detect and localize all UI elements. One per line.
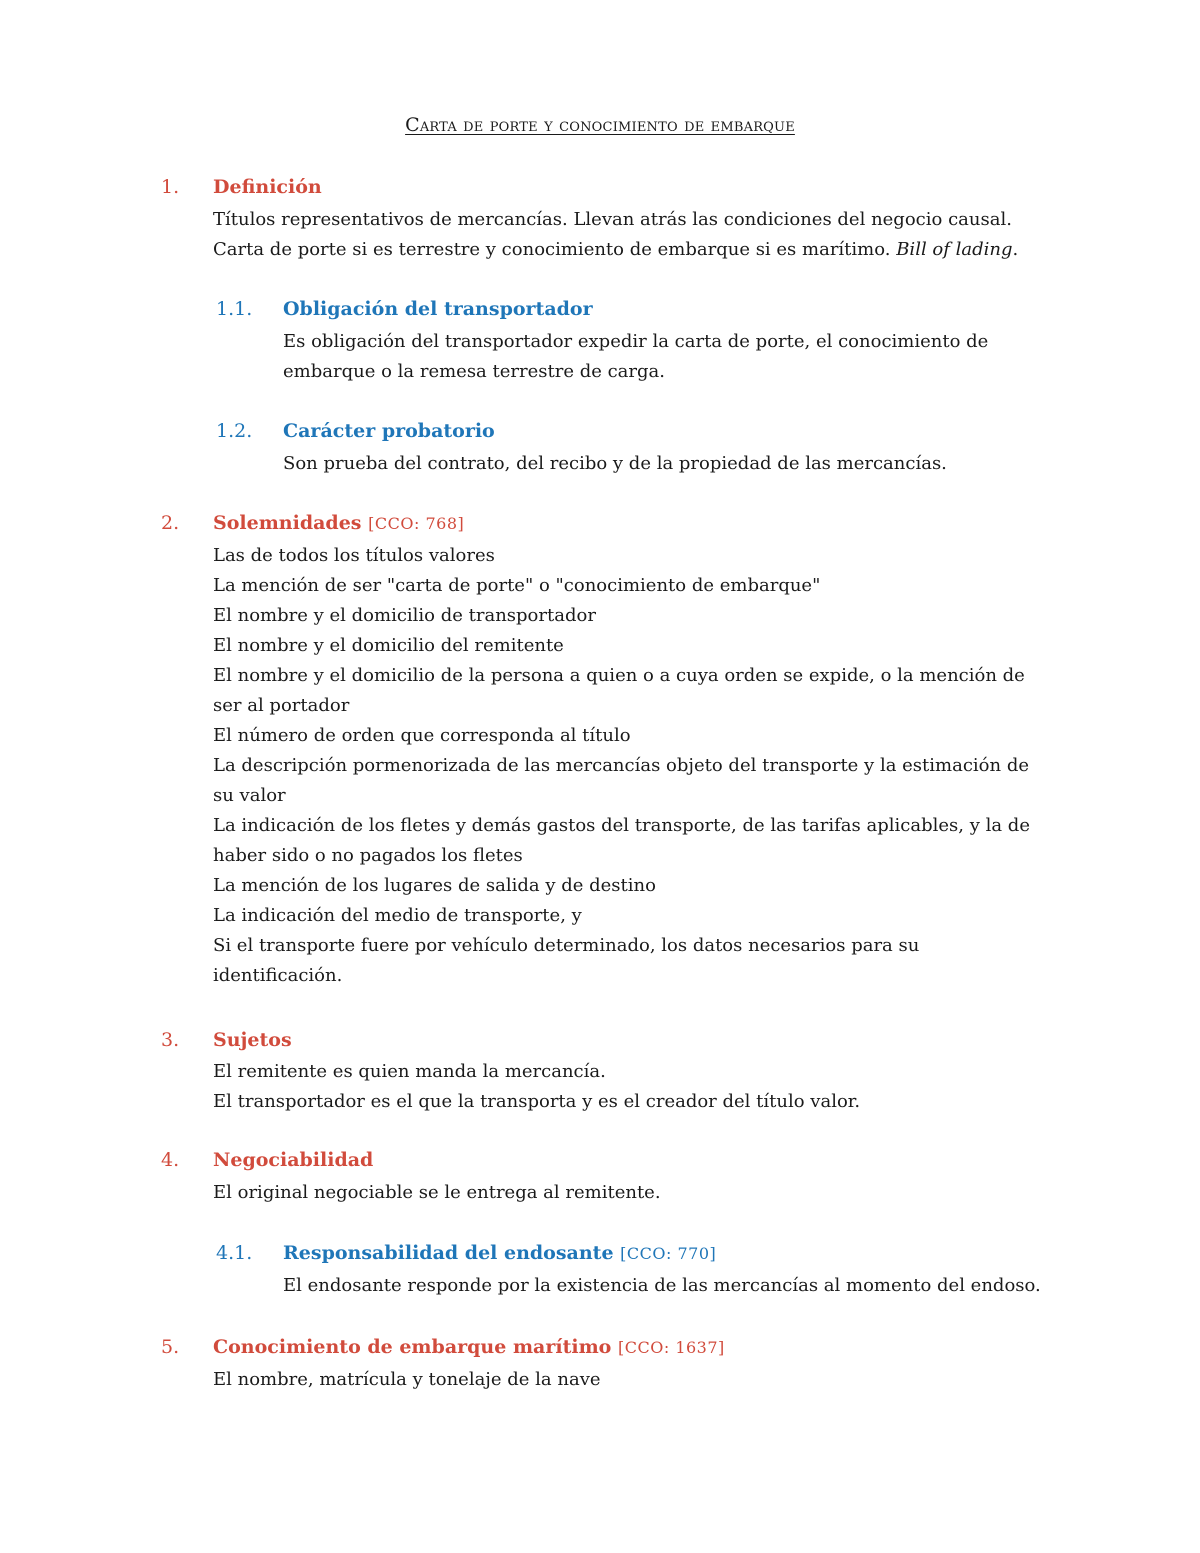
list-item: La descripción pormenorizada de las mercancías objeto del transporte y la estimación de bbox=[213, 755, 1029, 776]
section-title: Sujetos bbox=[213, 1029, 292, 1051]
section-title: Definición bbox=[213, 176, 322, 198]
subsection-number: 1.1. bbox=[216, 298, 253, 320]
section-number: 3. bbox=[161, 1029, 180, 1051]
legal-reference: [CCO: 1637] bbox=[618, 1338, 725, 1357]
paragraph-line: El remitente es quien manda la mercancía. bbox=[213, 1061, 606, 1082]
section-title: Negociabilidad bbox=[213, 1149, 374, 1171]
subsection-title: Responsabilidad del endosante bbox=[283, 1242, 614, 1264]
text-run: Carta de porte si es terrestre y conocimiento de embarque si es marítimo. bbox=[213, 239, 897, 260]
list-item: La mención de los lugares de salida y de destino bbox=[213, 875, 656, 896]
italic-term: Bill of lading bbox=[896, 239, 1013, 260]
section-number: 2. bbox=[161, 512, 180, 534]
paragraph-line: El original negociable se le entrega al remitente. bbox=[213, 1182, 661, 1203]
subsection-number: 1.2. bbox=[216, 420, 253, 442]
legal-reference: [CCO: 768] bbox=[368, 514, 465, 533]
section-title: Conocimiento de embarque marítimo bbox=[213, 1336, 612, 1358]
text-run: . bbox=[1012, 239, 1019, 260]
section-title: Solemnidades bbox=[213, 512, 362, 534]
paragraph-line: El nombre, matrícula y tonelaje de la nave bbox=[213, 1369, 601, 1390]
list-item: ser al portador bbox=[213, 695, 350, 716]
paragraph-line: Títulos representativos de mercancías. Llevan atrás las condiciones del negocio causal. bbox=[213, 209, 1012, 230]
list-item: La mención de ser "carta de porte" o "conocimiento de embarque" bbox=[213, 575, 821, 596]
list-item: identificación. bbox=[213, 965, 343, 986]
list-item: El número de orden que corresponda al título bbox=[213, 725, 631, 746]
paragraph-line: El endosante responde por la existencia de las mercancías al momento del endoso. bbox=[283, 1275, 1041, 1296]
list-item: haber sido o no pagados los fletes bbox=[213, 845, 523, 866]
list-item: La indicación de los fletes y demás gastos del transporte, de las tarifas aplicables, y la de bbox=[213, 815, 1030, 836]
subsection-number: 4.1. bbox=[216, 1242, 253, 1264]
document-title: Carta de porte y conocimiento de embarque bbox=[405, 114, 795, 136]
paragraph-line bbox=[213, 238, 1018, 262]
list-item: La indicación del medio de transporte, y bbox=[213, 905, 582, 926]
section-number: 4. bbox=[161, 1149, 180, 1171]
list-item: su valor bbox=[213, 785, 286, 806]
list-item: El nombre y el domicilio de la persona a quien o a cuya orden se expide, o la mención de bbox=[213, 665, 1025, 686]
section-number: 1. bbox=[161, 176, 180, 198]
legal-reference: [CCO: 770] bbox=[620, 1244, 717, 1263]
paragraph-line: El transportador es el que la transporta y es el creador del título valor. bbox=[213, 1091, 861, 1112]
list-item: El nombre y el domicilio de transportador bbox=[213, 605, 596, 626]
subsection-title: Carácter probatorio bbox=[283, 420, 495, 442]
paragraph-line: Son prueba del contrato, del recibo y de la propiedad de las mercancías. bbox=[283, 453, 947, 474]
list-item: Las de todos los títulos valores bbox=[213, 545, 495, 566]
paragraph-line: Es obligación del transportador expedir la carta de porte, el conocimiento de bbox=[283, 331, 989, 352]
subsection-title: Obligación del transportador bbox=[283, 298, 593, 320]
list-item: Si el transporte fuere por vehículo determinado, los datos necesarios para su bbox=[213, 935, 920, 956]
section-number: 5. bbox=[161, 1336, 180, 1358]
paragraph-line: embarque o la remesa terrestre de carga. bbox=[283, 361, 665, 382]
list-item: El nombre y el domicilio del remitente bbox=[213, 635, 564, 656]
